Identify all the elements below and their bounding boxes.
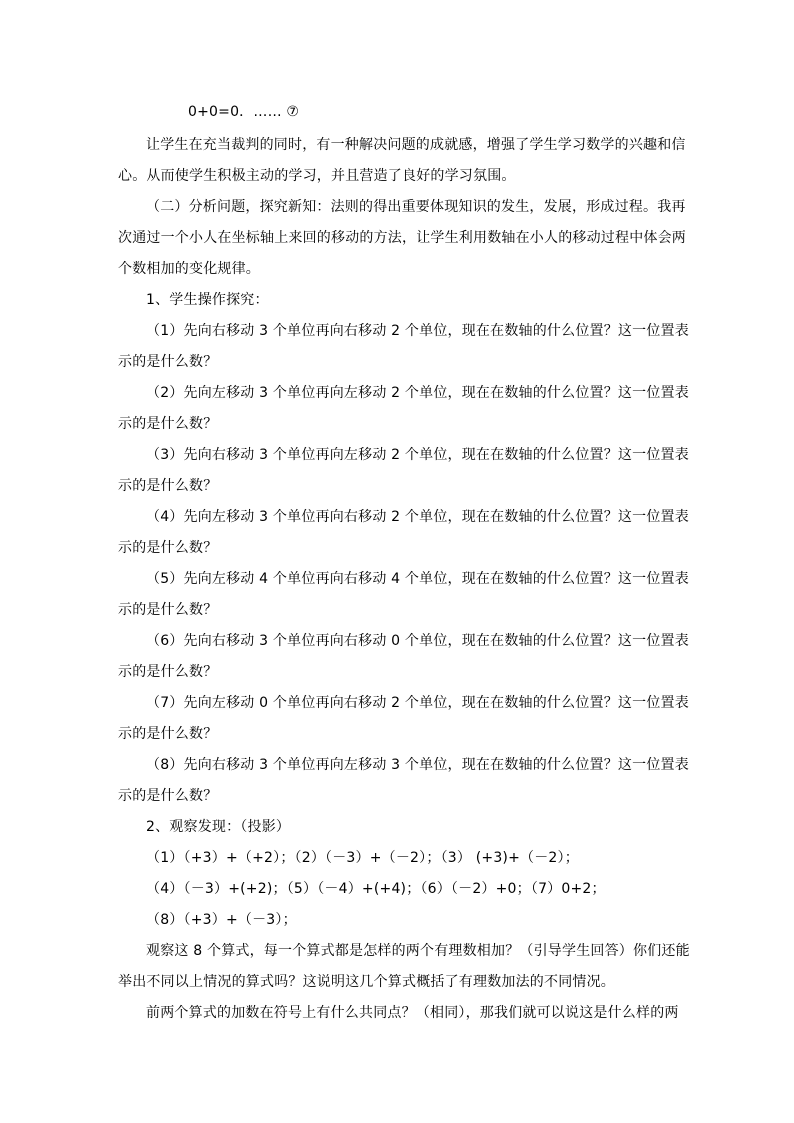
expression-line: （1）（+3）+（+2）；（2）（－3）+（－2）；（3） (+3)+（－2）； [146, 850, 579, 866]
paragraph-line: 心。从而使学生积极主动的学习，并且营造了良好的学习氛围。 [118, 168, 516, 184]
question-line: 示的是什么数？ [118, 664, 218, 680]
question-line: 示的是什么数？ [118, 354, 218, 370]
subheading-line: 2、观察发现：（投影） [146, 819, 291, 835]
equation-line: 0+0=0．…… ⑦ [188, 104, 300, 120]
question-line: （7）先向左移动 0 个单位再向右移动 2 个单位，现在在数轴的什么位置？这一位置表 [146, 695, 689, 711]
paragraph-line: 举出不同以上情况的算式吗？这说明这几个算式概括了有理数加法的不同情况。 [118, 974, 615, 990]
question-line: （4）先向左移动 3 个单位再向右移动 2 个单位，现在在数轴的什么位置？这一位置表 [146, 509, 689, 525]
question-line: （1）先向右移动 3 个单位再向右移动 2 个单位，现在在数轴的什么位置？这一位置表 [146, 323, 689, 339]
question-line: （8）先向右移动 3 个单位再向左移动 3 个单位，现在在数轴的什么位置？这一位置表 [146, 757, 689, 773]
question-line: （5）先向左移动 4 个单位再向右移动 4 个单位，现在在数轴的什么位置？这一位置表 [146, 571, 689, 587]
expression-line: （8）（+3）+（－3）； [146, 912, 297, 928]
question-line: （2）先向左移动 3 个单位再向左移动 2 个单位，现在在数轴的什么位置？这一位置表 [146, 385, 689, 401]
question-line: 示的是什么数？ [118, 788, 218, 804]
paragraph-line: 让学生在充当裁判的同时，有一种解决问题的成就感，增强了学生学习数学的兴趣和信 [146, 137, 686, 153]
paragraph-line: 个数相加的变化规律。 [118, 261, 260, 277]
section-heading-line: （二）分析问题，探究新知：法则的得出重要体现知识的发生，发展，形成过程。我再 [146, 199, 686, 215]
question-line: 示的是什么数？ [118, 726, 218, 742]
question-line: 示的是什么数？ [118, 602, 218, 618]
question-line: 示的是什么数？ [118, 478, 218, 494]
paragraph-line: 观察这 8 个算式，每一个算式都是怎样的两个有理数相加？（引导学生回答）你们还能 [146, 943, 690, 959]
paragraph-line: 次通过一个小人在坐标轴上来回的移动的方法，让学生利用数轴在小人的移动过程中体会两 [118, 230, 686, 246]
expression-line: （4）（－3）+(+2)；（5）（－4）+(+4)；（6）（－2）+0；（7）0+2； [146, 881, 606, 897]
question-line: 示的是什么数？ [118, 416, 218, 432]
question-line: （3）先向右移动 3 个单位再向左移动 2 个单位，现在在数轴的什么位置？这一位置表 [146, 447, 689, 463]
question-line: （6）先向右移动 3 个单位再向右移动 0 个单位，现在在数轴的什么位置？这一位置表 [146, 633, 689, 649]
paragraph-line: 前两个算式的加数在符号上有什么共同点？（相同），那我们就可以说这是什么样的两 [146, 1005, 679, 1021]
subheading-line: 1、学生操作探究： [146, 292, 269, 308]
question-line: 示的是什么数？ [118, 540, 218, 556]
